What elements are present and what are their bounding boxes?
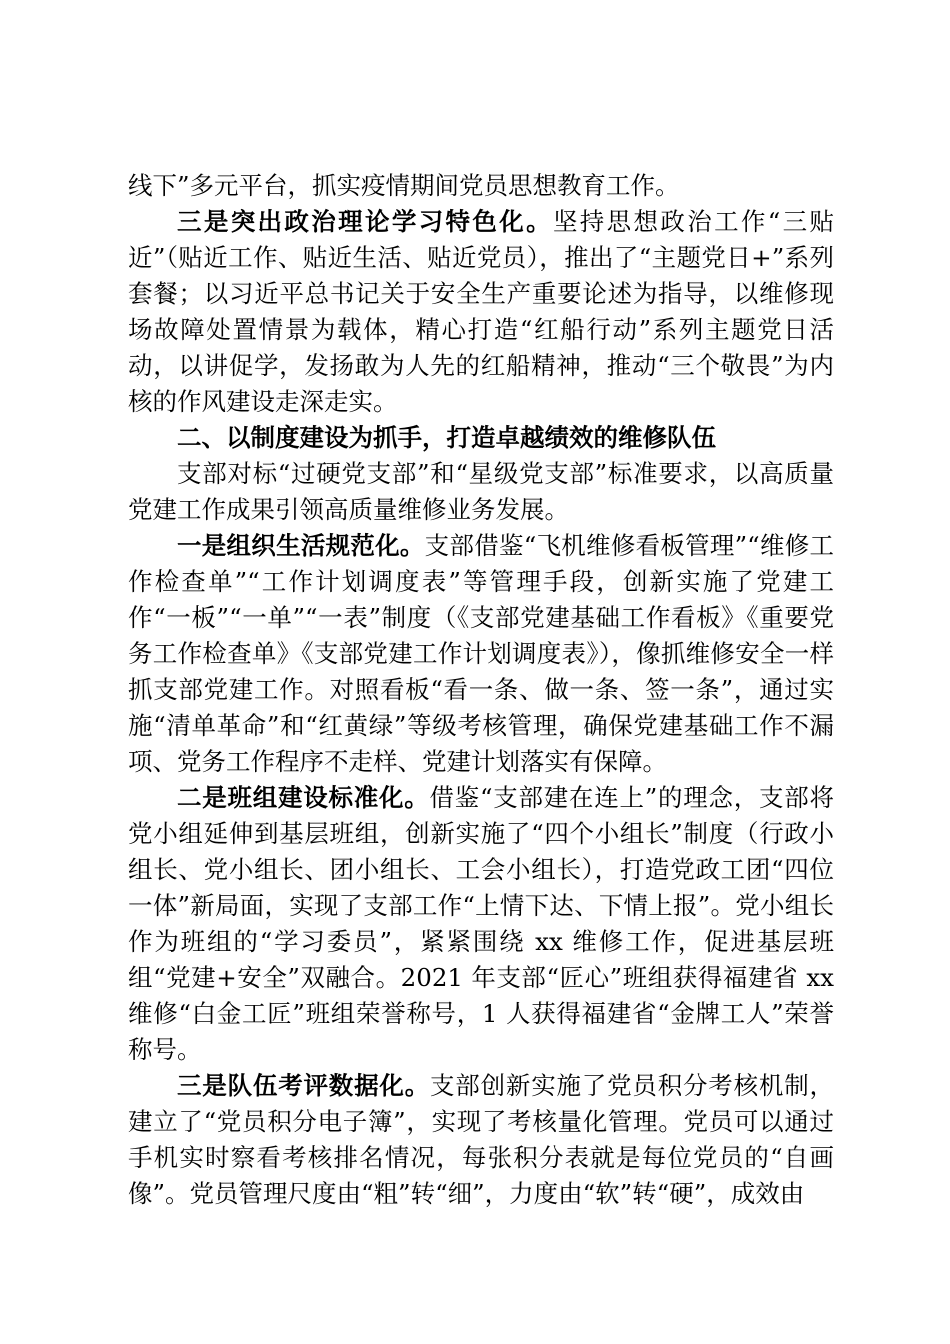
- paragraph-continuation: [128, 168, 834, 204]
- paragraph-team-building: [128, 780, 834, 1068]
- paragraph-lead: 一是组织生活规范化。: [177, 531, 425, 560]
- paragraph-text: 借鉴“支部建在连上”的理念，支部将党小组延伸到基层班组，创新实施了“四个小组长”制度（行政小组长、党小组长、团小组长、工会小组长），打造党政工团“四位一体”新局面，实现了支部工作“上情下达、下情上报”。党小组长作为班组的“学习委员”，紧紧围绕 xx 维修工作，促进基层班组“党建+安全”双融合。2021 年支部“匠心”班组获得福建省 xx 维修“白金工匠”班组荣誉称号，1 人获得福建省“金牌工人”荣誉称号。: [128, 783, 834, 1064]
- paragraph-lead: 二是班组建设标准化。: [177, 783, 430, 812]
- paragraph-text: 坚持思想政治工作“三贴近”（贴近工作、贴近生活、贴近党员），推出了“主题党日+”系列套餐；以习近平总书记关于安全生产重要论述为指导，以维修现场故障处置情景为载体，精心打造“红船行动”系列主题党日活动，以讲促学，发扬敢为人先的红船精神，推动“三个敬畏”为内核的作风建设走深走实。: [128, 207, 835, 416]
- paragraph-evaluation: [128, 1068, 834, 1212]
- paragraph-organization: [128, 528, 834, 780]
- section-heading: 二、以制度建设为抓手，打造卓越绩效的维修队伍: [177, 423, 716, 452]
- paragraph-text: 支部对标“过硬党支部”和“星级党支部”标准要求，以高质量党建工作成果引领高质量维修业务发展。: [128, 459, 834, 524]
- paragraph-lead: 三是突出政治理论学习特色化。: [177, 207, 553, 236]
- paragraph-lead: 三是队伍考评数据化。: [177, 1071, 430, 1100]
- paragraph-text: 支部创新实施了党员积分考核机制，建立了“党员积分电子簿”，实现了考核量化管理。党员可以通过手机实时察看考核排名情况，每张积分表就是每位党员的“自画像”。党员管理尺度由“粗”转“细”，力度由“软”转“硬”，成效由: [128, 1071, 834, 1208]
- paragraph-text: 线下”多元平台，抓实疫情期间党员思想教育工作。: [128, 171, 680, 200]
- paragraph-standards: [128, 456, 834, 528]
- document-body: [128, 168, 834, 1212]
- paragraph-political-theory: [128, 204, 834, 420]
- paragraph-text: 支部借鉴“飞机维修看板管理”“维修工作检查单”“工作计划调度表”等管理手段，创新实施了党建工作“一板”“一单”“一表”制度（《支部党建基础工作看板》《重要党务工作检查单》《支部党建工作计划调度表》），像抓维修安全一样抓支部党建工作。对照看板“看一条、做一条、签一条”，通过实施“清单革命”和“红黄绿”等级考核管理，确保党建基础工作不漏项、党务工作程序不走样、党建计划落实有保障。: [128, 531, 835, 776]
